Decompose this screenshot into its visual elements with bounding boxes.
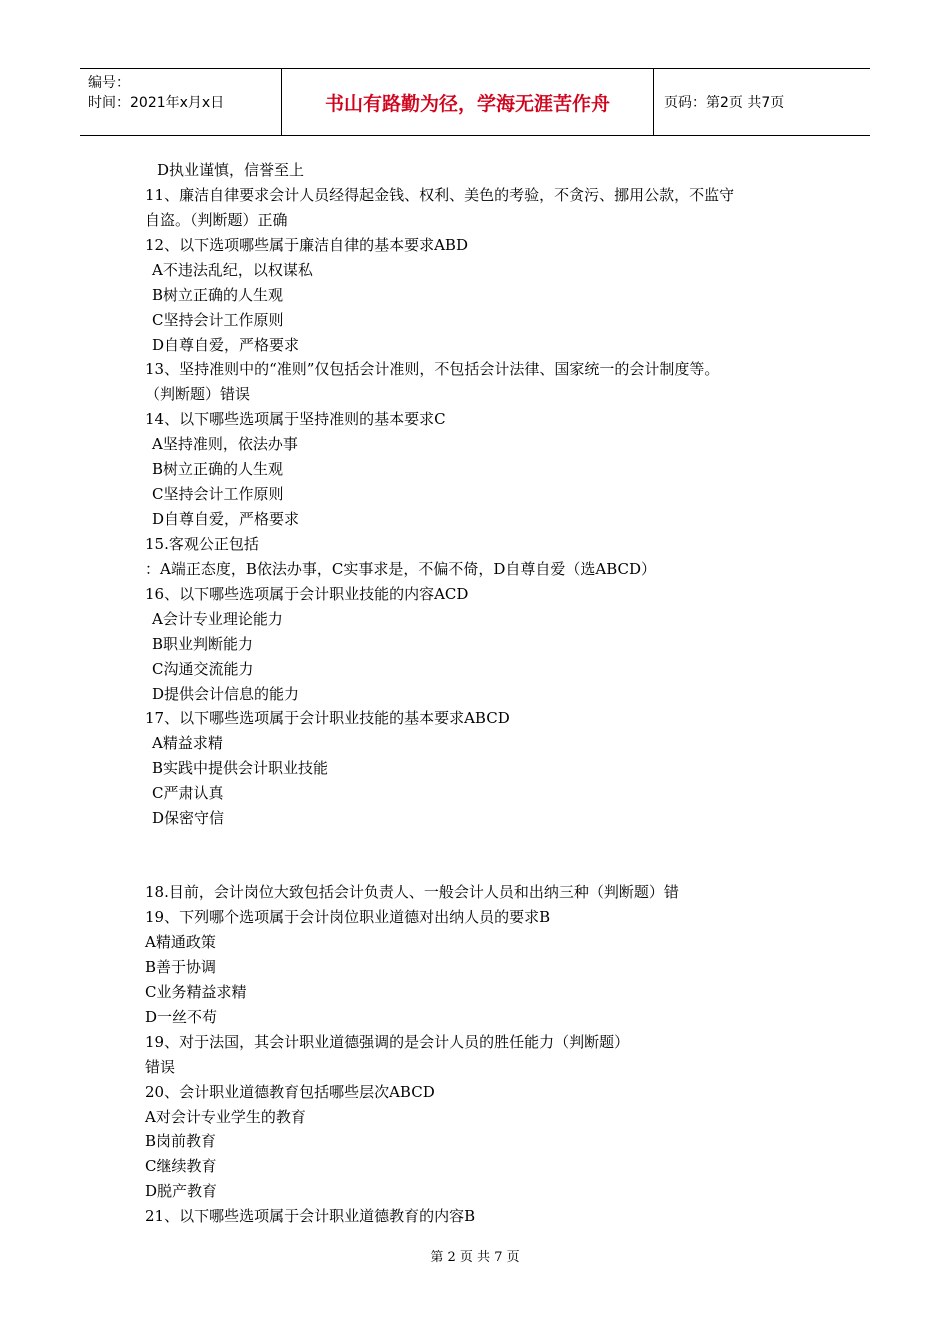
text-line: D保密守信 (152, 809, 225, 827)
text-line: 21、以下哪些选项属于会计职业道德教育的内容B (145, 1207, 476, 1225)
page-indicator: 页码：第2页 共7页 (664, 95, 785, 111)
number-label: 编号： (88, 75, 130, 91)
text-line: 14、以下哪些选项属于坚持准则的基本要求C (145, 410, 446, 428)
text-line: C业务精益求精 (145, 983, 247, 1001)
text-line: C沟通交流能力 (152, 660, 254, 678)
text-line: 19、对于法国，其会计职业道德强调的是会计人员的胜任能力（判断题） (145, 1033, 630, 1051)
text-line: D自尊自爱，严格要求 (152, 336, 300, 354)
text-line: D一丝不苟 (145, 1008, 218, 1026)
text-line: A坚持准则，依法办事 (152, 435, 298, 453)
text-line: 12、以下选项哪些属于廉洁自律的基本要求ABD (145, 236, 468, 254)
text-line: D脱产教育 (145, 1182, 218, 1200)
header-meta (80, 69, 282, 135)
text-line: 15.客观公正包括 (145, 535, 259, 553)
text-line: 17、以下哪些选项属于会计职业技能的基本要求ABCD (145, 709, 510, 727)
text-line: B职业判断能力 (152, 635, 254, 653)
text-line: D提供会计信息的能力 (152, 685, 300, 703)
text-line: B树立正确的人生观 (152, 286, 284, 304)
text-line: A精益求精 (152, 734, 223, 752)
text-line: A会计专业理论能力 (152, 610, 283, 628)
text-line: A不违法乱纪，以权谋私 (152, 261, 313, 279)
text-line: A精通政策 (145, 933, 216, 951)
text-line: 16、以下哪些选项属于会计职业技能的内容ACD (145, 585, 469, 603)
text-line: （判断题）错误 (145, 385, 251, 403)
text-line: 18.目前，会计岗位大致包括会计负责人、一般会计人员和出纳三种（判断题）错 (145, 883, 679, 901)
text-line: C坚持会计工作原则 (152, 485, 284, 503)
text-line: 20、会计职业道德教育包括哪些层次ABCD (145, 1083, 435, 1101)
text-line: 错误 (145, 1058, 176, 1076)
text-line: C继续教育 (145, 1157, 217, 1175)
text-line: D执业谨慎，信誉至上 (157, 161, 305, 179)
text-line: 11、廉洁自律要求会计人员经得起金钱、权利、美色的考验，不贪污、挪用公款，不监守 (145, 186, 735, 204)
text-line: C坚持会计工作原则 (152, 311, 284, 329)
page-footer: 第 2 页 共 7 页 (430, 1250, 520, 1265)
time-label: 时间：2021年x月x日 (88, 95, 225, 111)
text-line: B树立正确的人生观 (152, 460, 284, 478)
text-line: C严肃认真 (152, 784, 224, 802)
text-line: A对会计专业学生的教育 (145, 1108, 306, 1126)
text-line: B实践中提供会计职业技能 (152, 759, 329, 777)
text-line: 自盗。（判断题）正确 (145, 211, 288, 229)
text-line: B善于协调 (145, 958, 217, 976)
text-line: D自尊自爱，严格要求 (152, 510, 300, 528)
text-line: ：A端正态度，B依法办事，C实事求是，不偏不倚，D自尊自爱（选ABCD） (145, 560, 656, 578)
page-header (80, 68, 870, 136)
text-line: 19、下列哪个选项属于会计岗位职业道德对出纳人员的要求B (145, 908, 551, 926)
text-line: 13、坚持准则中的“准则”仅包括会计准则，不包括会计法律、国家统一的会计制度等。 (145, 360, 720, 378)
text-line: B岗前教育 (145, 1132, 217, 1150)
motto: 书山有路勤为径，学海无涯苦作舟 (282, 69, 654, 135)
